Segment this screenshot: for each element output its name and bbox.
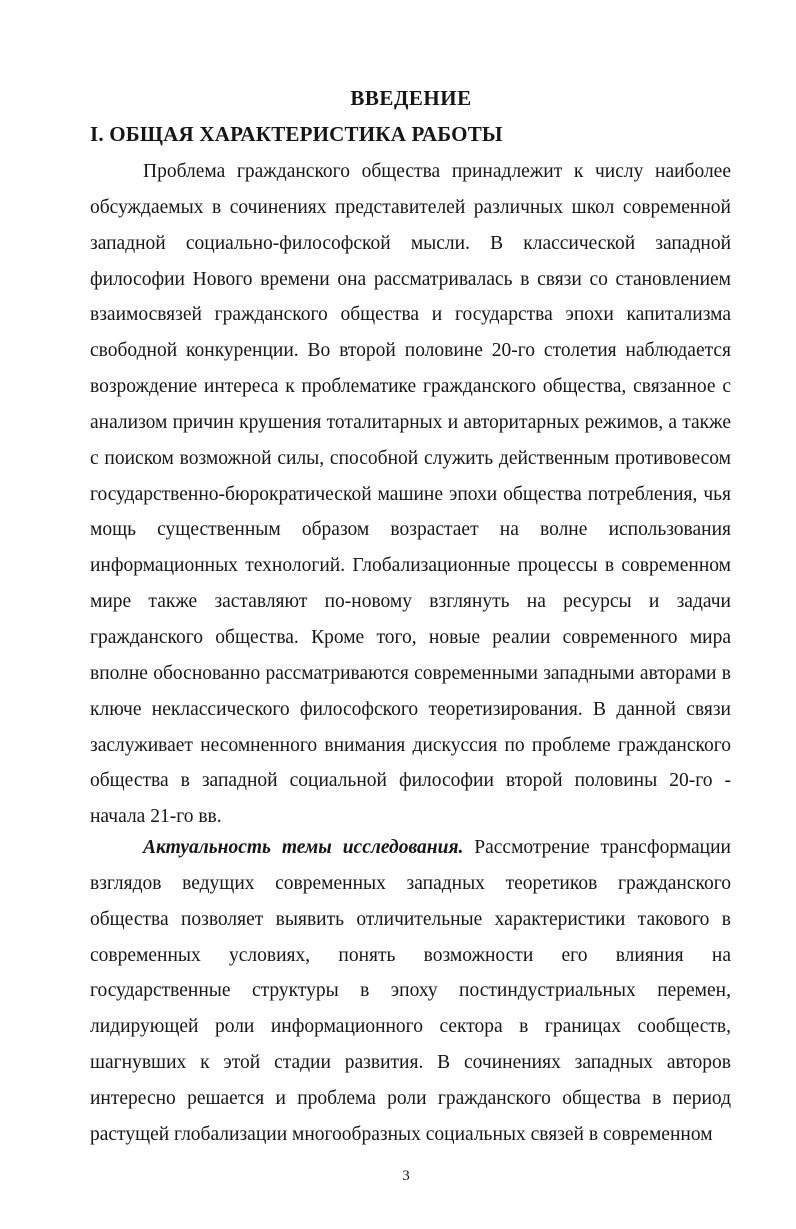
paragraph-relevance	[90, 830, 731, 1153]
section-heading: I. ОБЩАЯ ХАРАКТЕРИСТИКА РАБОТЫ	[90, 122, 503, 146]
paragraph-relevance-body: Рассмотрение трансформации взглядов ведущих современных западных теоретиков гражданского общества позволяет выявить отличительные характеристики такового в современных условиях, понять возможности его влияния на государственные структуры в эпоху постиндустриальных перемен, лидирующей роли информационного сектора в границах сообществ, шагнувших к этой стадии развития. В сочинениях западных авторов интересно решается и проблема роли гражданского общества в период растущей глобализации многообразных социальных связей в современном	[90, 837, 731, 1145]
page-number: 3	[402, 1168, 410, 1184]
paragraph-intro: Проблема гражданского общества принадлежит к числу наиболее обсуждаемых в сочинениях представителей различных школ современной западной социально-философской мысли. В классической западной философии Нового времени она рассматривалась в связи со становлением взаимосвязей гражданского общества и государства эпохи капитализма свободной конкуренции. Во второй половине 20-го столетия наблюдается возрождение интереса к проблематике гражданского общества, связанное с анализом причин крушения тоталитарных и авторитарных режимов, а также с поиском возможной силы, способной служить действенным противовесом государственно-бюрократической машине эпохи общества потребления, чья мощь существенным образом возрастает на волне использования информационных технологий. Глобализационные процессы в современном мире также заставляют по-новому взглянуть на ресурсы и задачи гражданского общества. Кроме того, новые реалии современного мира вполне обоснованно рассматриваются современными западными авторами в ключе неклассического философского теоретизирования. В данной связи заслуживает несомненного внимания дискуссия по проблеме гражданского общества в западной социальной философии второй половины 20-го - начала 21-го вв.	[90, 161, 731, 828]
document-title: ВВЕДЕНИЕ	[350, 86, 472, 110]
paragraph-lead: Актуальность темы исследования.	[143, 837, 464, 858]
